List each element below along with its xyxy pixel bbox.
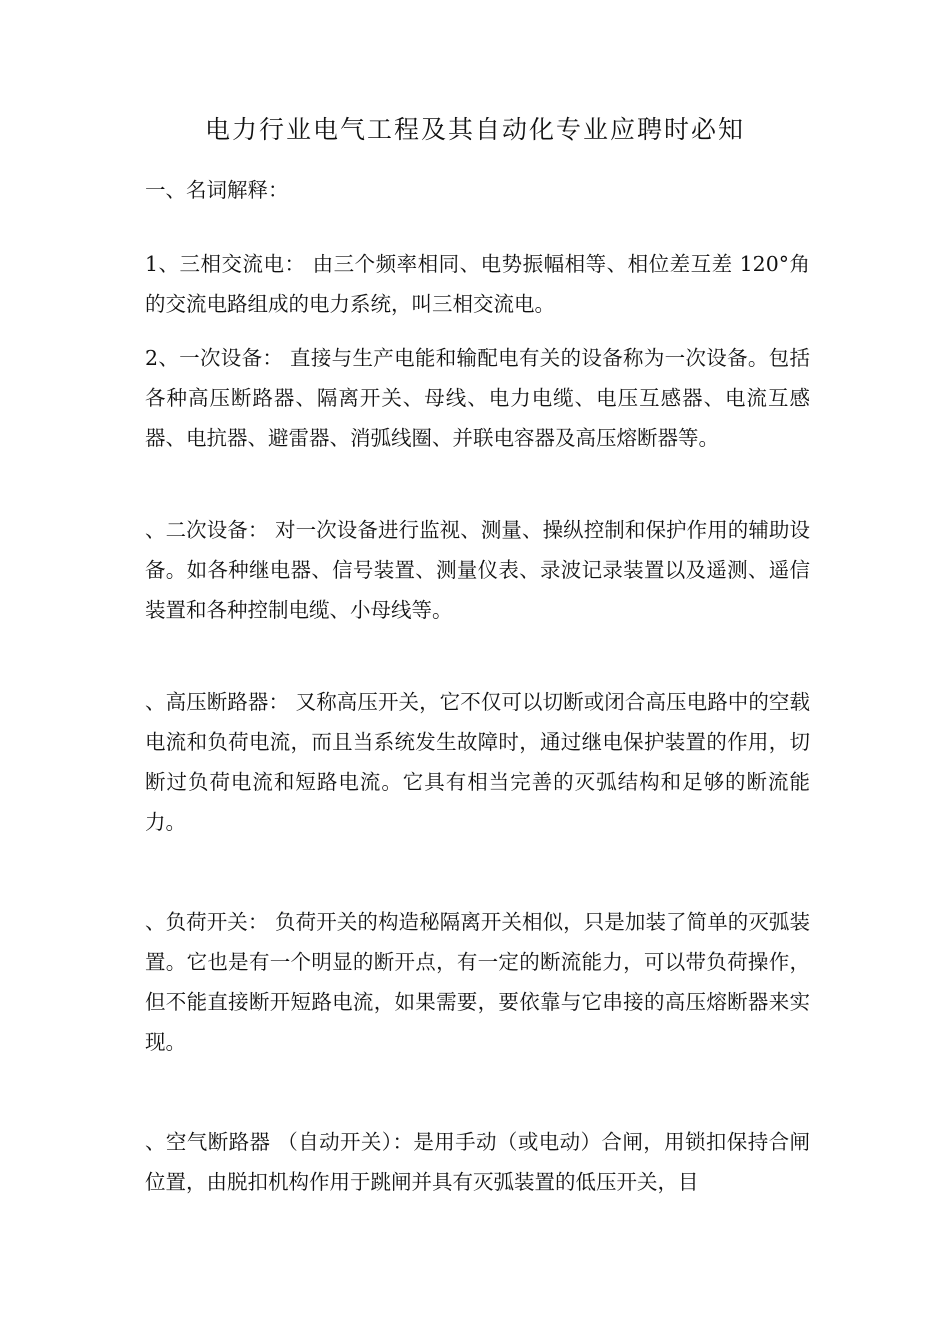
paragraph-text: 、二次设备： 对一次设备进行监视、测量、操纵控制和保护作用的辅助设备。如各种继电器、信号装置、测量仪表、录波记录装置以及遥测、遥信装置和各种控制电缆、小母线等。 <box>145 518 810 622</box>
paragraph-load-switch <box>145 902 810 1062</box>
paragraph-three-phase-ac <box>145 244 810 324</box>
section-heading: 一、名词解释： <box>145 178 289 202</box>
paragraph-air-circuit-breaker <box>145 1122 810 1202</box>
paragraph-secondary-equipment <box>145 510 810 630</box>
paragraph-primary-equipment <box>145 338 810 458</box>
paragraph-text: 、负荷开关： 负荷开关的构造秘隔离开关相似，只是加装了简单的灭弧装置。它也是有一个明显的断开点，有一定的断流能力，可以带负荷操作，但不能直接断开短路电流，如果需要，要依靠与它串接的高压熔断器来实现。 <box>145 910 810 1054</box>
paragraph-text: 2、一次设备： 直接与生产电能和输配电有关的设备称为一次设备。包括各种高压断路器、隔离开关、母线、电力电缆、电压互感器、电流互感器、电抗器、避雷器、消弧线圈、并联电容器及高压熔断器等。 <box>145 346 810 450</box>
paragraph-text: 、空气断路器 （自动开关）：是用手动（或电动）合闸，用锁扣保持合闸位置，由脱扣机构作用于跳闸并具有灭弧装置的低压开关，目 <box>145 1130 810 1194</box>
paragraph-hv-circuit-breaker <box>145 682 810 842</box>
paragraph-text: 、高压断路器： 又称高压开关，它不仅可以切断或闭合高压电路中的空载电流和负荷电流，而且当系统发生故障时，通过继电保护装置的作用，切断过负荷电流和短路电流。它具有相当完善的灭弧结构和足够的断流能力。 <box>145 690 810 834</box>
document-title: 电力行业电气工程及其自动化专业应聘时必知 <box>204 115 745 144</box>
paragraph-text: 1、三相交流电： 由三个频率相同、电势振幅相等、相位差互差 120°角的交流电路组成的电力系统，叫三相交流电。 <box>145 252 810 316</box>
